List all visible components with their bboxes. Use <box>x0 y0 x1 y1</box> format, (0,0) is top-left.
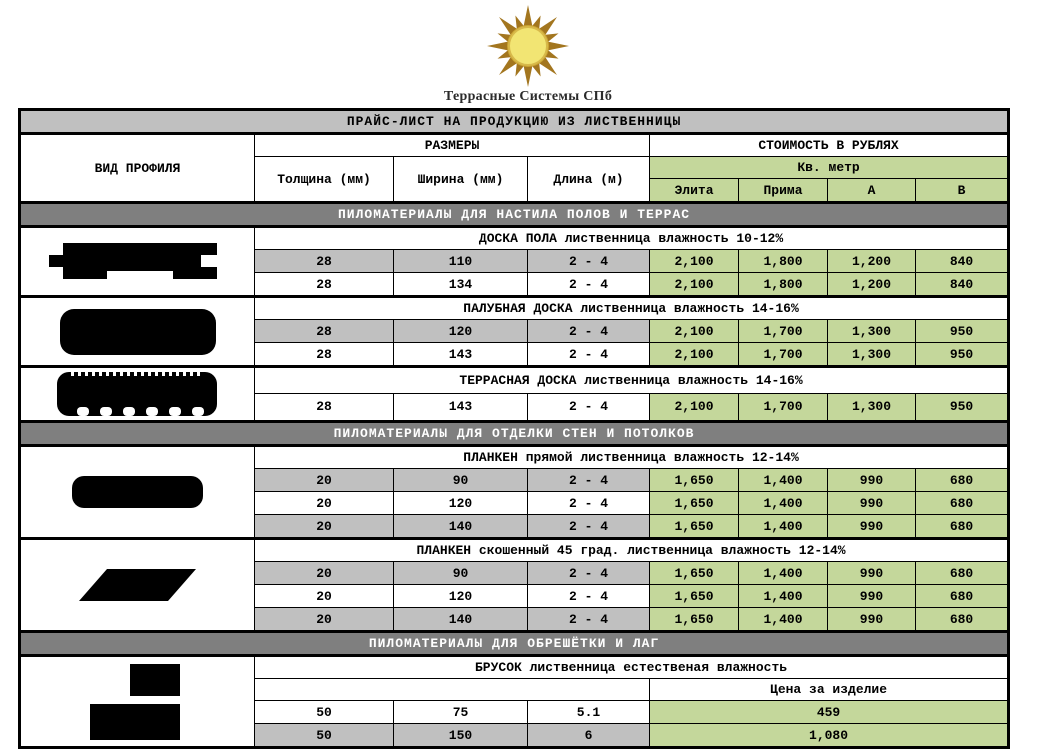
table-title: ПРАЙС-ЛИСТ НА ПРОДУКЦИЮ ИЗ ЛИСТВЕННИЦЫ <box>20 110 1009 134</box>
cell-price-prima: 1,400 <box>739 515 828 539</box>
header-grade-prima: Прима <box>739 179 828 203</box>
cell-length: 2 - 4 <box>528 273 650 297</box>
cell-length: 2 - 4 <box>528 343 650 367</box>
cell-price-b: 950 <box>916 343 1009 367</box>
cell-width: 90 <box>394 469 528 492</box>
cell-price-elita: 1,650 <box>650 608 739 632</box>
cell-price-b: 680 <box>916 469 1009 492</box>
cell-price-a: 1,200 <box>828 273 916 297</box>
cell-price-item: 1,080 <box>650 724 1009 748</box>
cell-price-a: 1,200 <box>828 250 916 273</box>
cell-width: 90 <box>394 562 528 585</box>
cell-price-b: 680 <box>916 492 1009 515</box>
cell-width: 143 <box>394 343 528 367</box>
cell-width: 110 <box>394 250 528 273</box>
cell-length: 2 - 4 <box>528 608 650 632</box>
header-cost: СТОИМОСТЬ В РУБЛЯХ <box>650 134 1009 157</box>
cell-length: 2 - 4 <box>528 469 650 492</box>
deckboard-profile-icon <box>20 297 255 367</box>
cell-price-elita: 2,100 <box>650 273 739 297</box>
cell-thickness: 28 <box>255 343 394 367</box>
cell-price-elita: 2,100 <box>650 250 739 273</box>
company-name: Террасные Системы СПб <box>443 89 613 104</box>
cell-length: 2 - 4 <box>528 250 650 273</box>
header-sizes: РАЗМЕРЫ <box>255 134 650 157</box>
section-label: ПИЛОМАТЕРИАЛЫ ДЛЯ ОБРЕШЁТКИ И ЛАГ <box>20 632 1009 656</box>
section-band-walls-ceilings <box>20 422 1009 446</box>
table-title-row <box>20 110 1009 134</box>
section-label: ПИЛОМАТЕРИАЛЫ ДЛЯ ОТДЕЛКИ СТЕН И ПОТОЛКОВ <box>20 422 1009 446</box>
cell-width: 150 <box>394 724 528 748</box>
cell-thickness: 50 <box>255 724 394 748</box>
cell-length: 2 - 4 <box>528 585 650 608</box>
cell-width: 120 <box>394 492 528 515</box>
floorboard-profile-icon <box>20 227 255 297</box>
cell-price-a: 990 <box>828 492 916 515</box>
group-header-brusok: БРУСОК лиственница естественая влажность <box>255 656 1009 679</box>
cell-thickness: 28 <box>255 320 394 343</box>
header-sqm: Кв. метр <box>650 157 1009 179</box>
cell-price-a: 990 <box>828 585 916 608</box>
cell-length: 2 - 4 <box>528 515 650 539</box>
cell-price-a: 990 <box>828 469 916 492</box>
cell-thickness: 28 <box>255 250 394 273</box>
cell-price-prima: 1,700 <box>739 393 828 421</box>
price-per-item-label: Цена за изделие <box>650 679 1009 701</box>
empty-cell <box>255 679 650 701</box>
cell-thickness: 50 <box>255 701 394 724</box>
header-length: Длина (м) <box>528 157 650 203</box>
cell-width: 120 <box>394 585 528 608</box>
cell-price-elita: 2,100 <box>650 320 739 343</box>
cell-price-elita: 2,100 <box>650 343 739 367</box>
cell-price-a: 1,300 <box>828 393 916 421</box>
sun-icon <box>483 4 573 88</box>
cell-width: 134 <box>394 273 528 297</box>
cell-width: 75 <box>394 701 528 724</box>
cell-price-b: 840 <box>916 273 1009 297</box>
header-thickness: Толщина (мм) <box>255 157 394 203</box>
cell-price-b: 950 <box>916 393 1009 421</box>
cell-thickness: 20 <box>255 562 394 585</box>
cell-price-prima: 1,400 <box>739 562 828 585</box>
group-header-planken-straight: ПЛАНКЕН прямой лиственница влажность 12-14% <box>255 446 1009 469</box>
group-header-terrace: ТЕРРАСНАЯ ДОСКА лиственница влажность 14-16% <box>255 367 1009 394</box>
cell-price-prima: 1,800 <box>739 273 828 297</box>
cell-price-a: 1,300 <box>828 343 916 367</box>
cell-price-prima: 1,700 <box>739 320 828 343</box>
header-grade-a: А <box>828 179 916 203</box>
header-grade-elita: Элита <box>650 179 739 203</box>
cell-price-prima: 1,700 <box>739 343 828 367</box>
cell-thickness: 20 <box>255 492 394 515</box>
cell-thickness: 28 <box>255 273 394 297</box>
cell-price-prima: 1,400 <box>739 492 828 515</box>
section-band-floors-terraces <box>20 203 1009 227</box>
brusok-profile-icon <box>20 656 255 748</box>
cell-length: 2 - 4 <box>528 393 650 421</box>
header-grade-b: В <box>916 179 1009 203</box>
cell-price-b: 950 <box>916 320 1009 343</box>
cell-thickness: 20 <box>255 585 394 608</box>
cell-thickness: 20 <box>255 515 394 539</box>
cell-price-elita: 1,650 <box>650 492 739 515</box>
cell-price-a: 990 <box>828 515 916 539</box>
header-profile: ВИД ПРОФИЛЯ <box>20 134 255 203</box>
cell-price-a: 990 <box>828 562 916 585</box>
cell-price-prima: 1,400 <box>739 469 828 492</box>
cell-price-elita: 1,650 <box>650 585 739 608</box>
cell-price-item: 459 <box>650 701 1009 724</box>
terrace-board-profile-icon <box>20 367 255 422</box>
cell-width: 143 <box>394 393 528 421</box>
planken-straight-profile-icon <box>20 446 255 539</box>
cell-thickness: 28 <box>255 393 394 421</box>
cell-price-elita: 1,650 <box>650 562 739 585</box>
header-width: Ширина (мм) <box>394 157 528 203</box>
cell-length: 2 - 4 <box>528 562 650 585</box>
cell-price-prima: 1,400 <box>739 585 828 608</box>
cell-length: 2 - 4 <box>528 492 650 515</box>
cell-width: 140 <box>394 608 528 632</box>
group-header-planken-bevel: ПЛАНКЕН скошенный 45 град. лиственница влажность 12-14% <box>255 539 1009 562</box>
cell-width: 120 <box>394 320 528 343</box>
cell-length: 5.1 <box>528 701 650 724</box>
cell-price-b: 680 <box>916 562 1009 585</box>
cell-price-a: 990 <box>828 608 916 632</box>
cell-price-a: 1,300 <box>828 320 916 343</box>
cell-price-prima: 1,800 <box>739 250 828 273</box>
cell-length: 6 <box>528 724 650 748</box>
cell-price-elita: 1,650 <box>650 515 739 539</box>
cell-thickness: 20 <box>255 608 394 632</box>
cell-price-b: 840 <box>916 250 1009 273</box>
planken-beveled-profile-icon <box>20 539 255 632</box>
cell-price-b: 680 <box>916 608 1009 632</box>
price-table <box>18 108 1010 749</box>
cell-price-prima: 1,400 <box>739 608 828 632</box>
cell-length: 2 - 4 <box>528 320 650 343</box>
group-header-deck: ПАЛУБНАЯ ДОСКА лиственница влажность 14-16% <box>255 297 1009 320</box>
company-logo <box>16 4 1040 105</box>
cell-width: 140 <box>394 515 528 539</box>
cell-thickness: 20 <box>255 469 394 492</box>
section-band-battens-joists <box>20 632 1009 656</box>
cell-price-b: 680 <box>916 515 1009 539</box>
group-header-floor: ДОСКА ПОЛА лиственница влажность 10-12% <box>255 227 1009 250</box>
section-label: ПИЛОМАТЕРИАЛЫ ДЛЯ НАСТИЛА ПОЛОВ И ТЕРРАС <box>20 203 1009 227</box>
cell-price-b: 680 <box>916 585 1009 608</box>
cell-price-elita: 2,100 <box>650 393 739 421</box>
cell-price-elita: 1,650 <box>650 469 739 492</box>
